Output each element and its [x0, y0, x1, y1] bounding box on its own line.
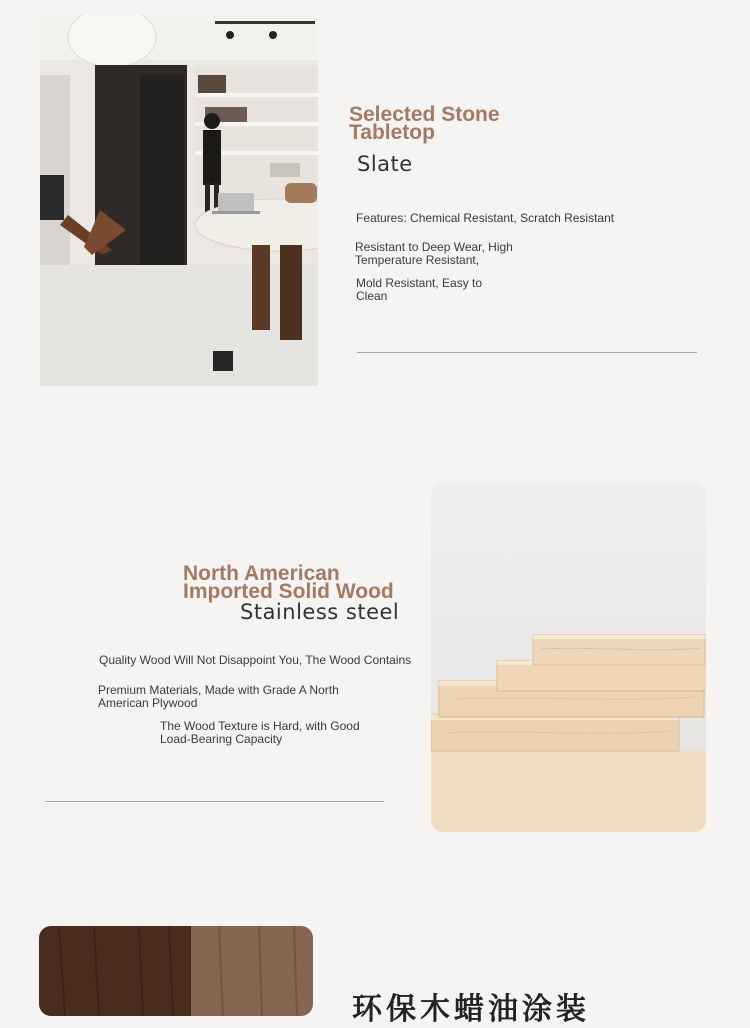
- stone-tabletop-title: Selected Stone Tabletop: [349, 103, 500, 144]
- wood-feature-line-2: Premium Materials, Made with Grade A North American Plywood: [98, 683, 339, 710]
- wood-planks-photo: [431, 483, 706, 832]
- stainless-steel-subtitle: Stainless steel: [240, 600, 400, 624]
- wood-feature-line-1: Quality Wood Will Not Disappoint You, The Wood Contains: [99, 653, 412, 667]
- stone-feature-line-3: Mold Resistant, Easy to Clean: [356, 276, 483, 303]
- stone-feature-line-2: Resistant to Deep Wear, High Temperature Resistant,: [355, 240, 513, 267]
- wood-planks-illustration: [431, 483, 706, 832]
- wax-oil-coating-title: 环保木蜡油涂装: [352, 993, 590, 1026]
- stone-feature-line-1: Features: Chemical Resistant, Scratch Resistant: [356, 211, 615, 225]
- dining-room-illustration: [40, 15, 318, 386]
- wood-feature-line-3: The Wood Texture is Hard, with Good Load-Bearing Capacity: [160, 719, 360, 746]
- walnut-wood-illustration: [39, 926, 313, 1016]
- dining-room-photo: [40, 15, 318, 386]
- walnut-wood-photo: [39, 926, 313, 1016]
- section2-divider: [45, 801, 384, 802]
- section1-divider: [357, 352, 697, 353]
- solid-wood-title: North American Imported Solid Wood: [183, 562, 394, 603]
- slate-subtitle: Slate: [357, 152, 413, 176]
